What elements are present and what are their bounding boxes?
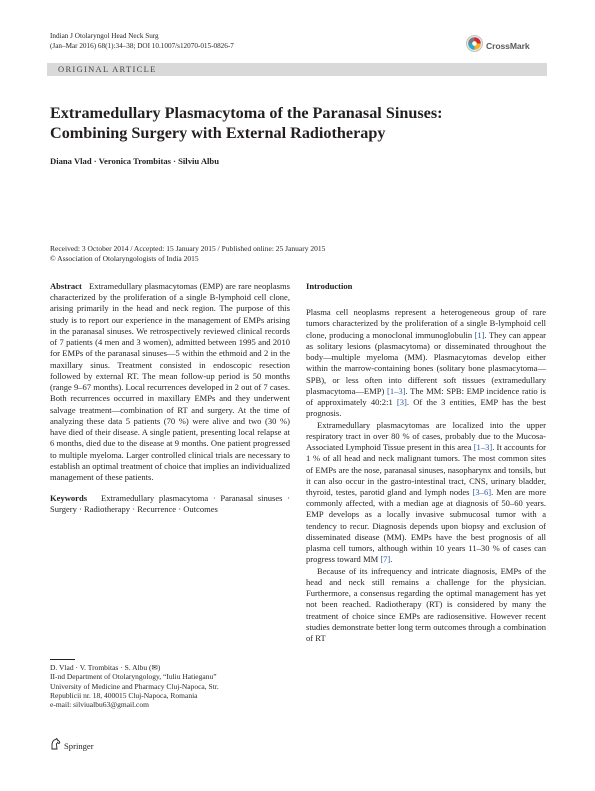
article-type-banner xyxy=(47,63,547,76)
intro-p2-text-a: Extramedullary plasmacytomas are localized into the upper respiratory tract in over 80 % of cases, probably due to the Mucosa-Associated Lymphoid Tissue present in this area xyxy=(306,419,546,453)
title-line-2: Combining Surgery with External Radiotherapy xyxy=(50,123,386,142)
intro-paragraph-1 xyxy=(306,307,546,419)
introduction-heading: Introduction xyxy=(306,281,353,291)
author-affiliation xyxy=(50,663,219,709)
keywords-label: Keywords xyxy=(50,493,88,504)
abstract xyxy=(50,281,290,483)
copyright-line: © Association of Otolaryngologists of India 2015 xyxy=(50,254,199,263)
springer-horse-icon xyxy=(50,737,61,755)
crossmark-label: CrossMark xyxy=(486,41,530,51)
affiliation-authors: D. Vlad · V. Trombitas · S. Albu (✉) xyxy=(50,663,161,672)
keywords-text: Extramedullary plasmacytoma · Paranasal sinuses · Surgery · Radiotherapy · Recurrence · Outcomes xyxy=(50,493,290,515)
intro-p2-text-c: . Men are more commonly affected, with a median age at diagnosis of 50–60 years. EMP develops as a locally invasive submucosal tumor with a tendency to recur. Diagnosis depends upon biopsy and exclusion of disseminated disease (MM). EMPs have the best prognosis of all plasma cell tumors, although within 10 years 11–30 % of cases can progress toward MM xyxy=(306,486,546,565)
citation-link[interactable]: [7] xyxy=(380,554,391,565)
article-type: ORIGINAL ARTICLE xyxy=(58,64,157,74)
abstract-column xyxy=(50,281,290,516)
author-list: Diana Vlad · Veronica Trombitas · Silviu Albu xyxy=(50,156,219,166)
crossmark-icon xyxy=(466,35,483,57)
intro-p1-text-c: . The MM: SPB: EMP incidence ratio is of approximately 40:2:1 xyxy=(306,385,546,408)
keywords xyxy=(50,493,290,515)
affiliation-university: University of Medicine and Pharmacy Cluj-Napoca, Str. xyxy=(50,681,219,691)
abstract-label: Abstract xyxy=(50,281,82,291)
intro-p1-text-a: Plasma cell neoplasms represent a heterogeneous group of rare tumors characterized by the proliferation of a single B-lymphoid cell clone, producing a monoclonal immunoglobulin xyxy=(306,307,546,340)
title-line-1: Extramedullary Plasmacytoma of the Paranasal Sinuses: xyxy=(50,104,443,122)
abstract-text: Extramedullary plasmacytomas (EMP) are rare neoplasms characterized by the proliferation of a single B-lymphoid cell clone, arising primarily in the head and neck region. The purpose of this study is to report our experience in the management of EMPs arising in the paranasal sinuses. We retrospectively reviewed clinical records of 7 patients (4 men and 3 women), admitted between 1995 and 2010 for EMPs of the paranasal sinuses—5 within the ethmoid and 2 in the maxillary sinus. Treatment consisted in endoscopic resection followed by external RT. The mean follow-up period is 50 months (range 9–67 months). Local recurrences developed in 2 out of 7 cases. Both recurrences occurred in maxillary EMPs and they underwent salvage treatment—combination of RT and surgery. At the time of analyzing these data 5 patients (70 %) were alive and two (30 %) have died of their disease. A single patient, presenting local relapse at 6 months, died due to the disease at 9 months. One patient progressed to multiple myeloma. Larger controlled clinical trials are necessary to establish an optimal treatment of choice that implies an individualized management of these patients. xyxy=(50,281,290,482)
footnote-rule xyxy=(50,659,75,660)
citation-link[interactable]: [3] xyxy=(396,397,407,408)
crossmark-badge[interactable] xyxy=(466,36,552,56)
article-history xyxy=(50,244,325,264)
citation-link[interactable]: [1] xyxy=(474,329,485,340)
intro-paragraph-2 xyxy=(306,420,546,566)
affiliation-department: II-nd Department of Otolaryngology, “Iuliu Hatieganu” xyxy=(50,672,217,682)
intro-paragraph-3: Because of its infrequency and intricate diagnosis, EMPs of the head and neck still remains a challenge for the physician. Furthermore, a consensus regarding the optimal management has yet not been reached. Radiotherapy (RT) is considered by many the treatment of choice since EMPs are radiosensitive. However recent studies demonstrate better long term outcomes through a combination of RT xyxy=(306,565,546,644)
affiliation-address: Republicii nr. 18, 400015 Cluj-Napoca, Romania xyxy=(50,690,198,700)
intro-p2-text-b: . It accounts for 1 % of all head and neck malignant tumors. The most common sites of EMPs are the nose, paranasal sinuses, nasopharynx and tonsils, but it can also occur in the gastro-intestinal tract, CNS, urinary bladder, thyroid, testes, parotid gland and lymph nodes xyxy=(306,442,546,497)
citation-link[interactable]: [1–3] xyxy=(473,442,493,453)
introduction-column xyxy=(306,281,546,644)
journal-name: Indian J Otolaryngol Head Neck Surg xyxy=(50,32,159,40)
intro-p1-text-b: . They can appear as solitary lesions (plasmacytoma) or disseminated throughout the body—multiple myeloma (MM). Plasmacytomas develop either within the marrow-containing bones (solitary bone plasmacytoma—SPB), or less often into different soft tissues (extramedullary plasmacytoma—EMP) xyxy=(306,329,546,396)
history-dates: Received: 3 October 2014 / Accepted: 15 January 2015 / Published online: 25 January 2015 xyxy=(50,244,326,253)
intro-p2-text-d: . xyxy=(390,554,393,565)
article-title xyxy=(50,104,550,143)
intro-p1-text-d: . Of the 3 entities, EMP has the best prognosis. xyxy=(306,397,546,419)
publisher-logo xyxy=(50,737,94,755)
affiliation-email[interactable]: e-mail: silviualbu63@gmail.com xyxy=(50,700,149,710)
citation-link[interactable]: [3–6] xyxy=(472,486,492,497)
springer-label: Springer xyxy=(64,741,94,751)
citation-link[interactable]: [1–3] xyxy=(387,385,406,396)
journal-citation: (Jan–Mar 2016) 68(1):34–38; DOI 10.1007/s12070-015-0826-7 xyxy=(50,42,234,50)
